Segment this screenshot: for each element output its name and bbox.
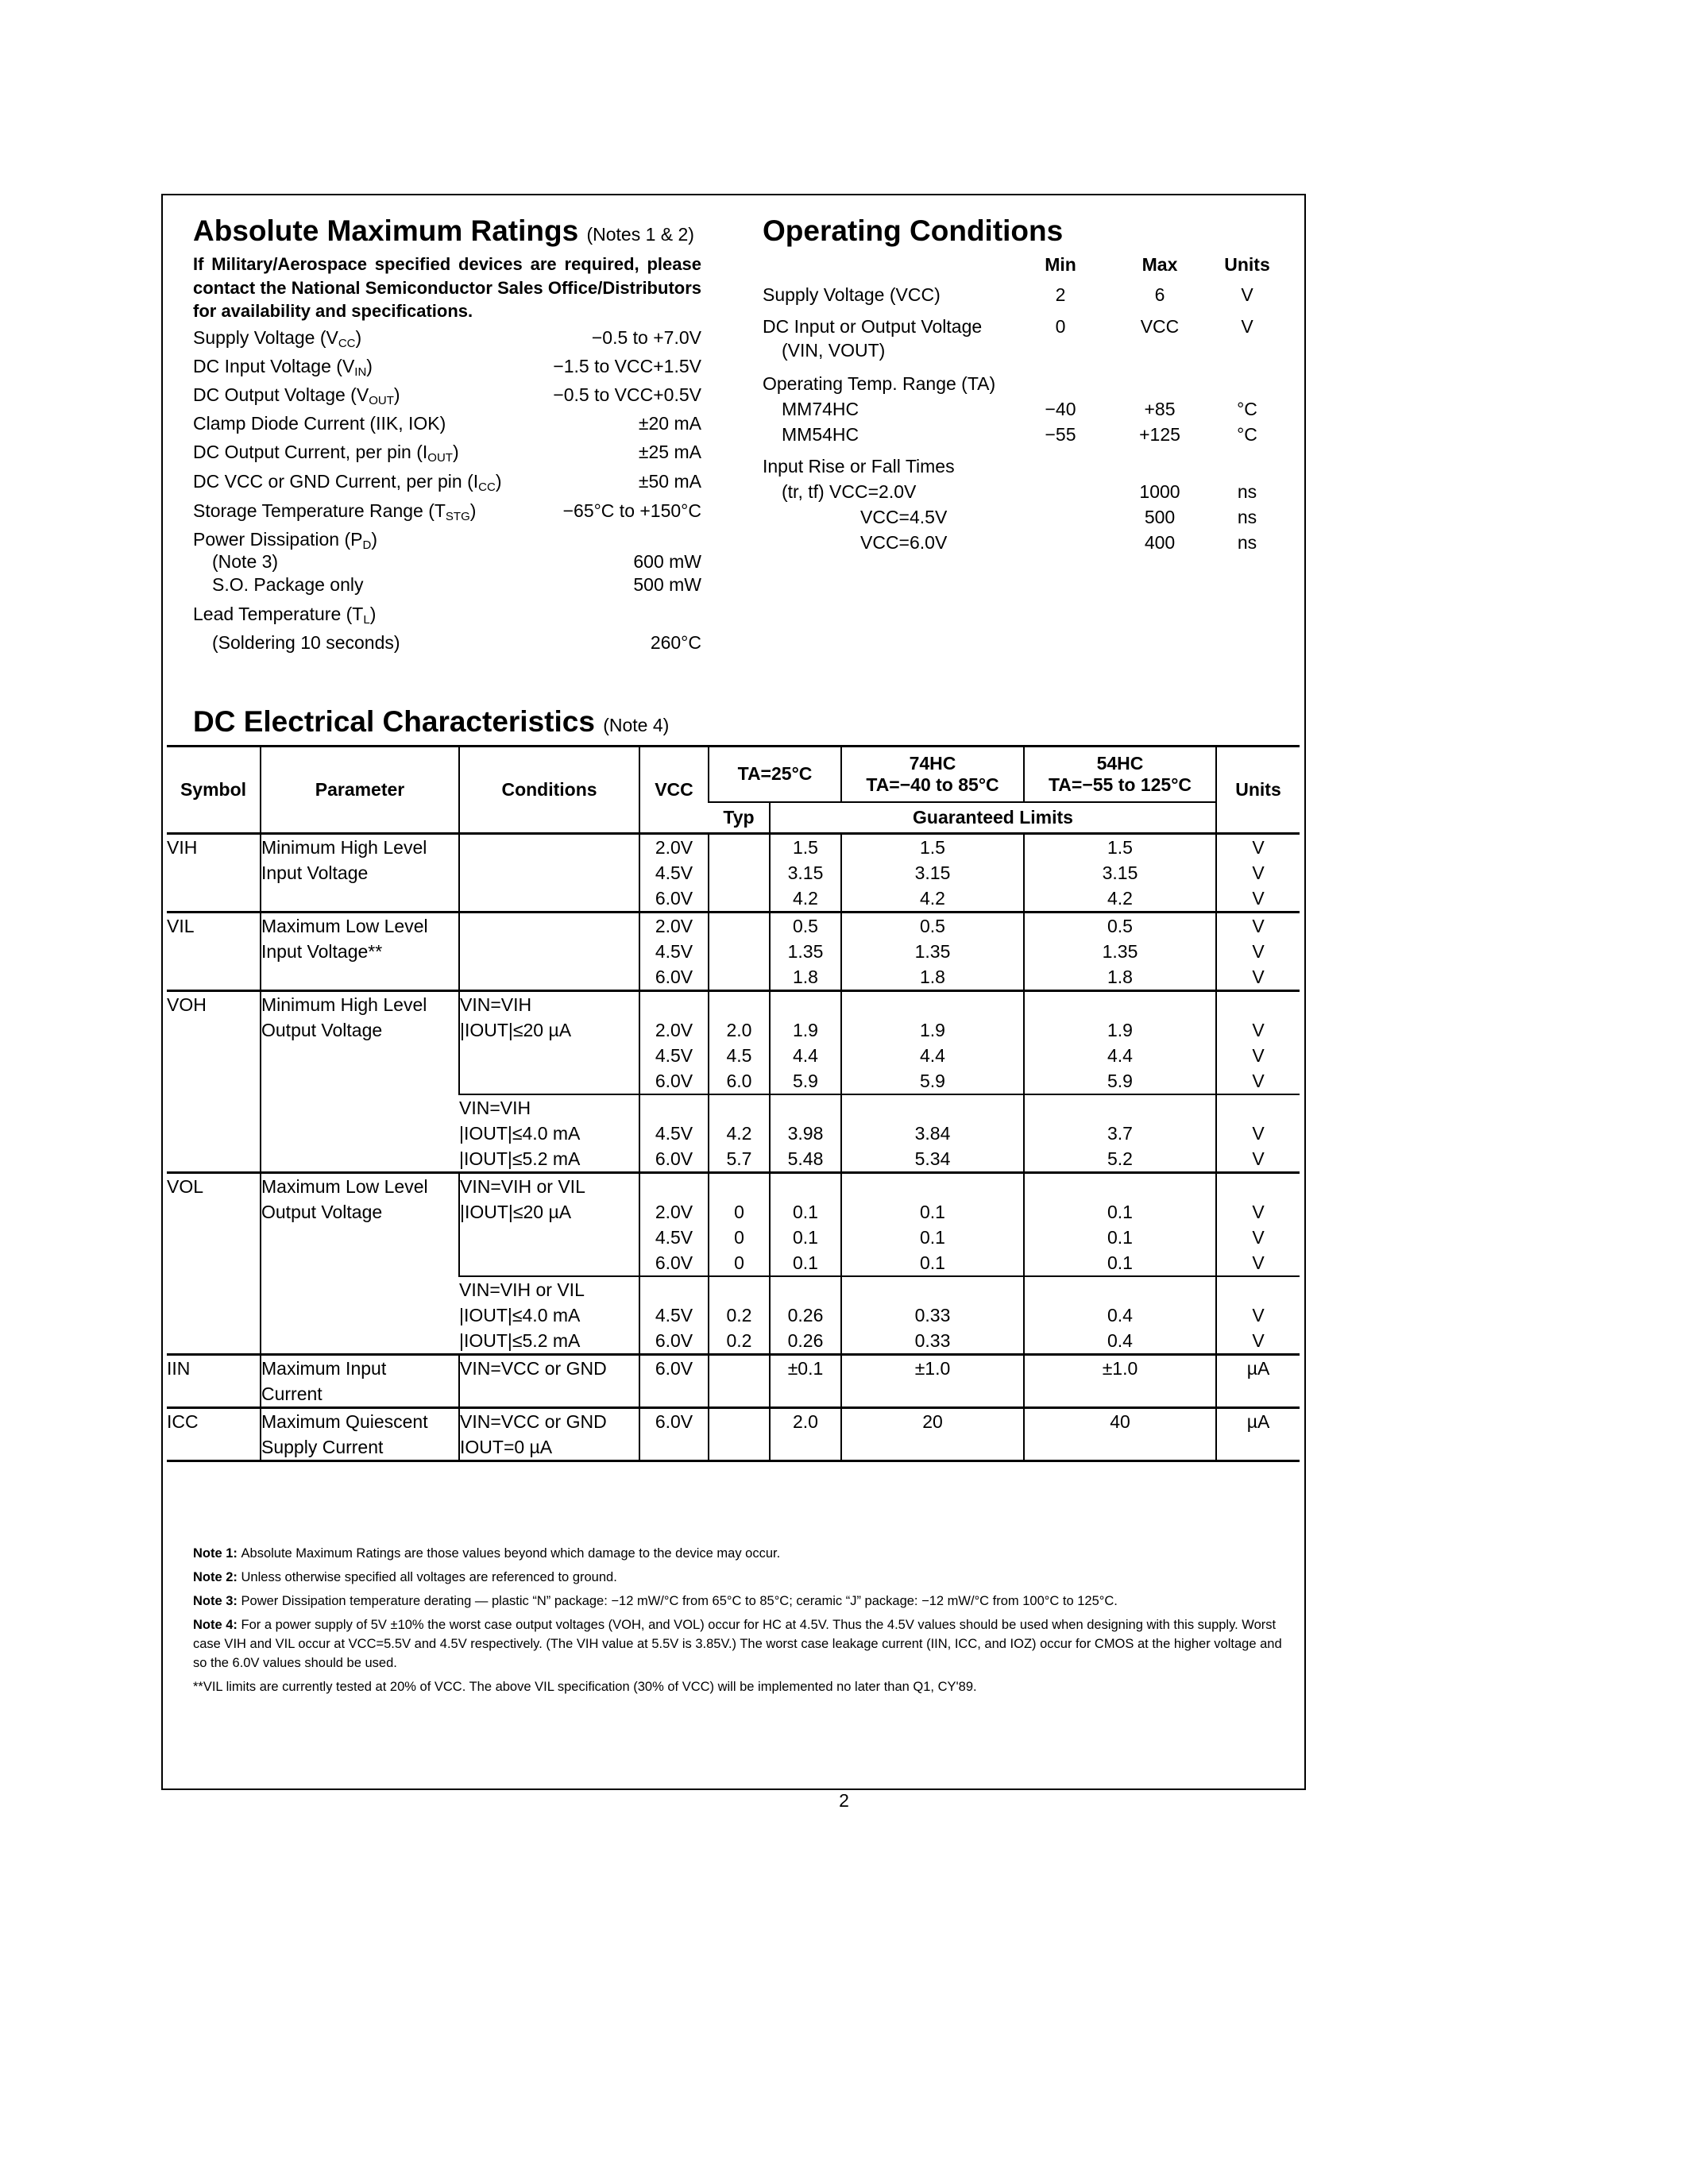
op-max-header: Max [1141,254,1178,275]
cell-54hc: 0.4 0.4 [1024,1276,1216,1355]
note-item [193,1568,1293,1587]
cell-symbol: VOL [167,1176,204,1197]
cell-54hc: 0.5 1.35 1.8 [1024,913,1216,991]
abs-max-value: 600 mW [633,551,701,572]
cell-typ: 0 0 0 [709,1173,770,1277]
col-typ: Typ [709,802,770,834]
abs-max-row [212,574,701,596]
cell-units: V V V [1216,834,1300,913]
abs-max-value: 500 mW [633,574,701,595]
note-text: Unless otherwise specified all voltages are referenced to ground. [241,1570,617,1584]
cell-54hc: 0.1 0.1 0.1 [1024,1173,1216,1277]
cell-typ [709,1355,770,1408]
dc-title-text: DC Electrical Characteristics [193,705,595,738]
dc-note: (Note 4) [603,715,670,735]
note-item [193,1592,1293,1611]
cell-conditions: VIN=VIH or VIL |IOUT|≤20 µA [459,1173,639,1277]
cell-ta25: 0.26 0.26 [770,1276,841,1355]
cell-symbol: IIN [167,1358,191,1379]
cell-parameter: Maximum Low Level Output Voltage [261,1173,459,1355]
abs-max-title-text: Absolute Maximum Ratings [193,214,579,247]
abs-max-note: (Notes 1 & 2) [586,224,694,245]
abs-max-row [212,632,701,654]
abs-max-value: −65°C to +150°C [562,500,701,521]
cell-parameter: Maximum Low Level Input Voltage** [261,913,459,991]
cell-typ [709,1408,770,1461]
abs-max-row [193,327,701,350]
op-cond-max: +125 [1139,424,1180,445]
cell-vcc: 6.0V [639,1408,709,1461]
table-row [167,1173,1300,1277]
cell-74hc: 1.9 4.4 5.9 [841,991,1024,1095]
abs-max-label: (Note 3) [212,551,279,572]
cell-symbol: VIL [167,916,195,936]
op-cond-label: Input Rise or Fall Times [763,456,955,477]
cell-typ [709,834,770,913]
cell-ta25: 0.5 1.35 1.8 [770,913,841,991]
abs-max-value: ±50 mA [638,471,701,492]
abs-max-label: Storage Temperature Range $(T_{STG})$ [193,500,477,523]
cell-vcc: 2.0V 4.5V 6.0V [639,913,709,991]
abs-max-value: ±25 mA [638,442,701,462]
cell-54hc: 1.9 4.4 5.9 [1024,991,1216,1095]
cell-typ: 0.2 0.2 [709,1276,770,1355]
cell-vcc: 2.0V 4.5V 6.0V [639,1173,709,1277]
abs-max-label: DC Output Voltage $(V_{OUT})$ [193,384,400,407]
col-units: Units [1216,747,1300,834]
abs-max-label: DC VCC or GND Current, per pin $(I_{CC})$ [193,471,502,494]
op-cond-units: V [1241,284,1253,305]
cell-vcc: 2.0V 4.5V 6.0V [639,991,709,1095]
abs-max-label: Power Dissipation $(P_D)$ [193,529,377,552]
col-74hc [841,747,1024,802]
table-row [167,1408,1300,1461]
abs-max-row [193,442,701,465]
abs-max-row [193,413,701,434]
col-ta25: TA=25°C [709,747,841,802]
cell-vcc: 4.5V 6.0V [639,1094,709,1173]
op-cond-max: 500 [1144,507,1176,527]
abs-max-row [193,356,701,379]
dc-title [193,705,669,739]
cell-units: µA [1216,1355,1300,1408]
op-cond-max: +85 [1144,399,1176,419]
note-text: Absolute Maximum Ratings are those values beyond which damage to the device may occur. [241,1546,781,1561]
abs-max-list [193,327,701,661]
cell-74hc: 0.5 1.35 1.8 [841,913,1024,991]
abs-max-row [193,471,701,494]
op-cond-label: MM54HC [782,424,859,445]
abs-max-title [193,214,694,248]
op-cond-min: −55 [1045,424,1076,445]
abs-max-warning: If Military/Aerospace specified devices are required, please contact the National Semiconductor Sales Office/Distributors for availability and specifications. [193,254,701,321]
op-cond-label: (VIN, VOUT) [782,340,886,361]
table-row [167,913,1300,991]
cell-74hc: 0.33 0.33 [841,1276,1024,1355]
table-row [167,1355,1300,1408]
op-cond-label: DC Input or Output Voltage [763,316,983,337]
cell-conditions [459,913,639,991]
cell-74hc: ±1.0 [841,1355,1024,1408]
cell-units: µA [1216,1408,1300,1461]
cell-symbol: VOH [167,994,207,1015]
col-symbol: Symbol [180,779,247,800]
op-cond-label: VCC=6.0V [860,532,948,553]
abs-max-row [193,384,701,407]
notes-section [193,1544,1293,1701]
abs-max-label: DC Input Voltage $(V_{IN})$ [193,356,373,379]
op-cond-label: VCC=4.5V [860,507,948,527]
cell-conditions: VIN=VIH |IOUT|≤20 µA [459,991,639,1095]
op-cond-units: V [1241,316,1253,337]
col-parameter: Parameter [261,747,459,834]
table-row [167,991,1300,1095]
note-text: For a power supply of 5V ±10% the worst case output voltages (VOH, and VOL) occur for HC at 4.5V. Thus the 4.5V values should be used when designing with this supply. Worst case VIH and VIL occur at VCC=5.5V and 4.5V respectively. (The VIH value at 5.5V is 3.85V.) The worst case leakage current (IIN, ICC, and IOZ) occur for CMOS at the higher voltage and so the 6.0V values should be used. [193,1618,1282,1670]
op-cond-max: 6 [1154,284,1165,305]
abs-max-label: Clamp Diode Current (IIK, IOK) [193,413,446,434]
op-cond-table [763,254,1279,572]
abs-max-label: (Soldering 10 seconds) [212,632,400,653]
cell-74hc: 20 [841,1408,1024,1461]
op-cond-label: MM74HC [782,399,859,419]
cell-54hc: ±1.0 [1024,1355,1216,1408]
dc-table [167,745,1300,1462]
abs-max-row [212,551,701,573]
cell-ta25: ±0.1 [770,1355,841,1408]
cell-units: V V [1216,1276,1300,1355]
op-min-header: Min [1045,254,1076,275]
cell-74hc: 3.84 5.34 [841,1094,1024,1173]
note-item [193,1544,1293,1563]
note-label: Note 2: [193,1570,241,1584]
cell-vcc: 4.5V 6.0V [639,1276,709,1355]
abs-max-value: −0.5 to VCC+0.5V [553,384,701,405]
abs-max-value: −1.5 to VCC+1.5V [553,356,701,376]
note-item [193,1615,1293,1673]
op-units-header: Units [1224,254,1270,275]
note-text: **VIL limits are currently tested at 20% of VCC. The above VIL specification (30% of VCC) will be implemented no later than Q1, CY'89. [193,1680,977,1694]
abs-max-label: Supply Voltage $(V_{CC})$ [193,327,362,350]
cell-74hc: 0.1 0.1 0.1 [841,1173,1024,1277]
note-text: Power Dissipation temperature derating — plastic “N” package: −12 mW/°C from 65°C to 85°C; ceramic “J” package: −12 mW/°C from 100°C to 125°C. [241,1594,1118,1608]
note-item [193,1677,1293,1696]
cell-parameter: Minimum High Level Input Voltage [261,834,459,913]
cell-units: V V V [1216,913,1300,991]
op-cond-label: (tr, tf) VCC=2.0V [782,481,917,502]
cell-units: V V V [1216,991,1300,1095]
page-number: 2 [839,1790,849,1811]
cell-ta25: 2.0 [770,1408,841,1461]
op-cond-units: °C [1237,399,1257,419]
cell-conditions [459,834,639,913]
op-cond-min: 0 [1055,316,1066,337]
note-label: Note 3: [193,1594,241,1608]
cell-ta25: 3.98 5.48 [770,1094,841,1173]
abs-max-value: −0.5 to +7.0V [591,327,701,348]
note-label: Note 4: [193,1618,241,1632]
op-cond-label: Supply Voltage (VCC) [763,284,941,305]
op-cond-min: 2 [1055,284,1066,305]
cell-54hc: 3.7 5.2 [1024,1094,1216,1173]
cell-54hc: 1.5 3.15 4.2 [1024,834,1216,913]
col-74hc-label: 74HC [909,752,956,774]
cell-conditions: VIN=VCC or GND [459,1355,639,1408]
cell-typ: 4.2 5.7 [709,1094,770,1173]
cell-parameter: Minimum High Level Output Voltage [261,991,459,1173]
cell-conditions: VIN=VCC or GND IOUT=0 µA [459,1408,639,1461]
cell-ta25: 1.5 3.15 4.2 [770,834,841,913]
cell-parameter: Maximum Quiescent Supply Current [261,1408,459,1461]
cell-vcc: 2.0V 4.5V 6.0V [639,834,709,913]
cell-symbol: VIH [167,837,198,858]
op-cond-max: VCC [1140,316,1180,337]
cell-typ: 2.0 4.5 6.0 [709,991,770,1095]
col-conditions: Conditions [459,747,639,834]
cell-vcc: 6.0V [639,1355,709,1408]
abs-max-label: DC Output Current, per pin $(I_{OUT})$ [193,442,459,465]
col-vcc: VCC [639,747,709,834]
cell-74hc: 1.5 3.15 4.2 [841,834,1024,913]
abs-max-row [193,529,701,552]
col-guaranteed: Guaranteed Limits [770,802,1216,834]
col-74hc-range: TA=−40 to 85°C [866,774,999,795]
op-cond-title: Operating Conditions [763,214,1064,247]
op-cond-max: 400 [1144,532,1176,553]
cell-symbol: ICC [167,1411,199,1432]
abs-max-row [193,500,701,523]
cell-typ [709,913,770,991]
abs-max-value: 260°C [650,632,701,653]
op-cond-max: 1000 [1139,481,1180,502]
note-label: Note 1: [193,1546,241,1561]
cell-units: V V [1216,1094,1300,1173]
cell-ta25: 1.9 4.4 5.9 [770,991,841,1095]
abs-max-label: S.O. Package only [212,574,364,595]
cell-54hc: 40 [1024,1408,1216,1461]
op-cond-label: Operating Temp. Range (TA) [763,373,996,394]
cell-units: V V V [1216,1173,1300,1277]
abs-max-value: ±20 mA [638,413,701,434]
col-54hc-range: TA=−55 to 125°C [1048,774,1192,795]
op-cond-min: −40 [1045,399,1076,419]
cell-conditions: VIN=VIH or VIL |IOUT|≤4.0 mA |IOUT|≤5.2 mA [459,1279,585,1351]
abs-max-row [193,604,701,627]
abs-max-label: Lead Temperature $(T_L)$ [193,604,377,627]
op-cond-units: ns [1237,532,1257,553]
col-54hc [1024,747,1216,802]
op-cond-units: °C [1237,424,1257,445]
cell-ta25: 0.1 0.1 0.1 [770,1173,841,1277]
op-cond-units: ns [1237,481,1257,502]
cell-parameter: Maximum Input Current [261,1355,459,1408]
col-54hc-label: 54HC [1096,752,1144,774]
op-cond-units: ns [1237,507,1257,527]
cell-conditions: VIN=VIH |IOUT|≤4.0 mA |IOUT|≤5.2 mA [459,1098,581,1169]
table-row [167,834,1300,913]
